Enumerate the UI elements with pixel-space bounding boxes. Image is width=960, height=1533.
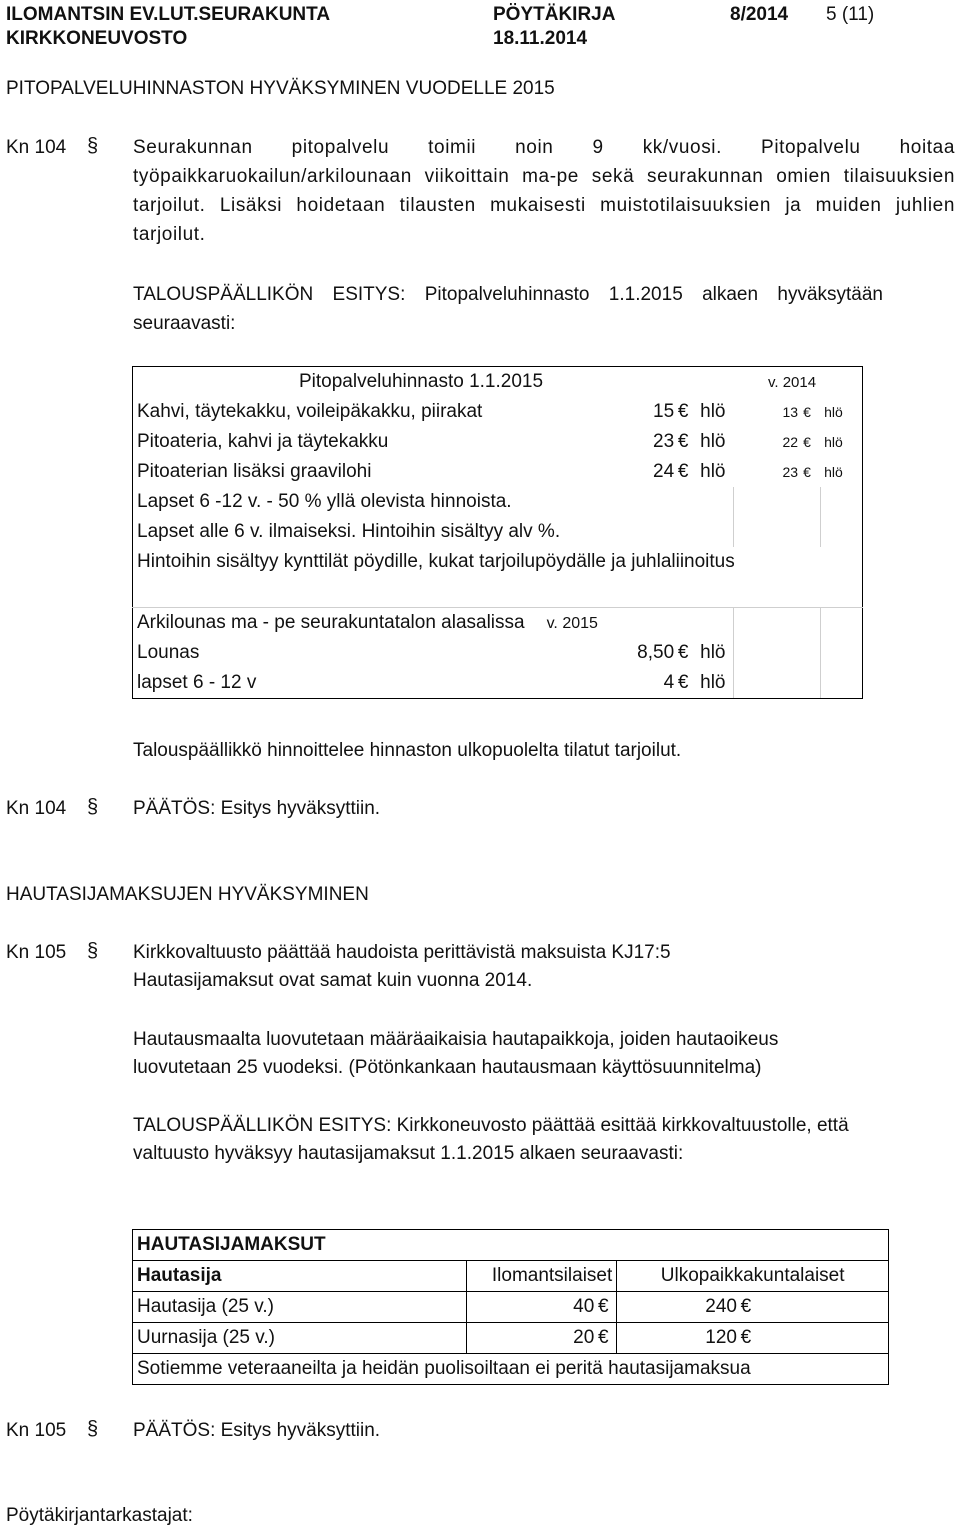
table-row: Uurnasija (25 v.) 20 € 120 € xyxy=(133,1323,889,1354)
proposal-line-1: TALOUSPÄÄLLIKÖN ESITYS: Kirkkoneuvosto päättää esittää kirkkovaltuustolle, että xyxy=(133,1115,849,1136)
column-header: Hautasija xyxy=(133,1261,467,1292)
prev-year-header: v. 2014 xyxy=(734,367,820,398)
pricing-footnote: Talouspäällikkö hinnoittelee hinnaston ulkopuolelta tilatut tarjoilut. xyxy=(133,740,682,761)
table-row: Kahvi, täytekakku, voileipäkakku, piirakat 15 € hlö 13 € hlö xyxy=(133,397,863,427)
fees-line-1: Kirkkovaltuusto päättää haudoista perittävistä maksuista KJ17:5 xyxy=(133,942,671,963)
lunch-title: Arkilounas ma - pe seurakuntatalon alasalissa v. 2015 xyxy=(133,608,697,639)
vat-note: Lapset alle 6 v. ilmaiseksi. Hintoihin sisältyy alv %. xyxy=(133,517,697,547)
decision-kn: Kn 104 xyxy=(6,798,67,819)
lease-line-2: luovutetaan 25 vuodeksi. (Pötönkankaan hautausmaan käyttösuunnitelma) xyxy=(133,1057,762,1078)
fees-line-2: Hautasijamaksut ovat samat kuin vuonna 2014. xyxy=(133,970,533,991)
proposal-text: TALOUSPÄÄLLIKÖN ESITYS: Pitopalveluhinnasto 1.1.2015 alkaen hyväksytään seuraavasti: xyxy=(133,284,883,334)
row-label: Kahvi, täytekakku, voileipäkakku, piirakat xyxy=(133,397,605,427)
section-sign-icon: § xyxy=(87,135,99,157)
grave-fees-table xyxy=(132,1229,889,1385)
table-row: Hautasija (25 v.) 40 € 240 € xyxy=(133,1292,889,1323)
board-name: KIRKKONEUVOSTO xyxy=(6,28,188,49)
section-title: PITOPALVELUHINNASTON HYVÄKSYMINEN VUODELLE 2015 xyxy=(6,78,555,99)
section-sign-icon: § xyxy=(87,1418,99,1440)
decision-text: PÄÄTÖS: Esitys hyväksyttiin. xyxy=(133,1420,381,1441)
doc-type: PÖYTÄKIRJA xyxy=(493,4,616,25)
kn-number: Kn 104 xyxy=(6,137,67,158)
column-header: Ilomantsilaiset xyxy=(467,1261,617,1292)
section-sign-icon: § xyxy=(87,940,99,962)
table-title: HAUTASIJAMAKSUT xyxy=(133,1230,889,1261)
meeting-date: 18.11.2014 xyxy=(493,28,588,49)
table-row: Pitoaterian lisäksi graavilohi 24 € hlö 23 € hlö xyxy=(133,457,863,487)
table-row: Lounas 8,50 € hlö xyxy=(133,638,863,668)
children-discount-note: Lapset 6 -12 v. - 50 % yllä olevista hinnoista. xyxy=(133,487,697,517)
org-name: ILOMANTSIN EV.LUT.SEURAKUNTA xyxy=(6,4,331,25)
catering-price-table xyxy=(132,366,863,699)
decision-text: PÄÄTÖS: Esitys hyväksyttiin. xyxy=(133,798,381,819)
row-label: Pitoateria, kahvi ja täytekakku xyxy=(133,427,605,457)
table-row: lapset 6 - 12 v 4 € hlö xyxy=(133,668,863,699)
veterans-note: Sotiemme veteraaneilta ja heidän puolisoiltaan ei peritä hautasijamaksua xyxy=(133,1354,889,1385)
column-header: Ulkopaikkakuntalaiset xyxy=(617,1261,889,1292)
table-row: Pitoateria, kahvi ja täytekakku 23 € hlö 22 € hlö xyxy=(133,427,863,457)
row-label: Pitoaterian lisäksi graavilohi xyxy=(133,457,605,487)
included-items-note: Hintoihin sisältyy kynttilät pöydille, kukat tarjoilupöydälle ja juhlaliinoitus xyxy=(133,547,863,577)
price-list-title: Pitopalveluhinnasto 1.1.2015 xyxy=(133,367,605,398)
proposal-line-2: valtuusto hyväksyy hautasijamaksut 1.1.2015 alkaen seuraavasti: xyxy=(133,1143,684,1164)
doc-number: 8/2014 xyxy=(730,4,789,25)
section-title: HAUTASIJAMAKSUJEN HYVÄKSYMINEN xyxy=(6,884,369,905)
footer-reviewers-label: Pöytäkirjantarkastajat: xyxy=(6,1505,193,1526)
section-sign-icon: § xyxy=(87,796,99,818)
kn-number: Kn 105 xyxy=(6,942,67,963)
lunch-year: v. 2015 xyxy=(546,615,598,632)
decision-kn: Kn 105 xyxy=(6,1420,67,1441)
intro-paragraph: Seurakunnan pitopalvelu toimii noin 9 kk/vuosi. Pitopalvelu hoitaa työpaikkaruokailun/arkilounaan viikoittain ma-pe sekä seurakunnan omien tilaisuuksien tarjoilut. Lisäksi hoidetaan tilausten mukaisesti muistotilaisuuksien ja muiden juhlien tarjoilut. xyxy=(133,137,955,245)
page-number: 5 (11) xyxy=(826,4,875,25)
lease-line-1: Hautausmaalta luovutetaan määräaikaisia hautapaikkoja, joiden hautaoikeus xyxy=(133,1029,779,1050)
